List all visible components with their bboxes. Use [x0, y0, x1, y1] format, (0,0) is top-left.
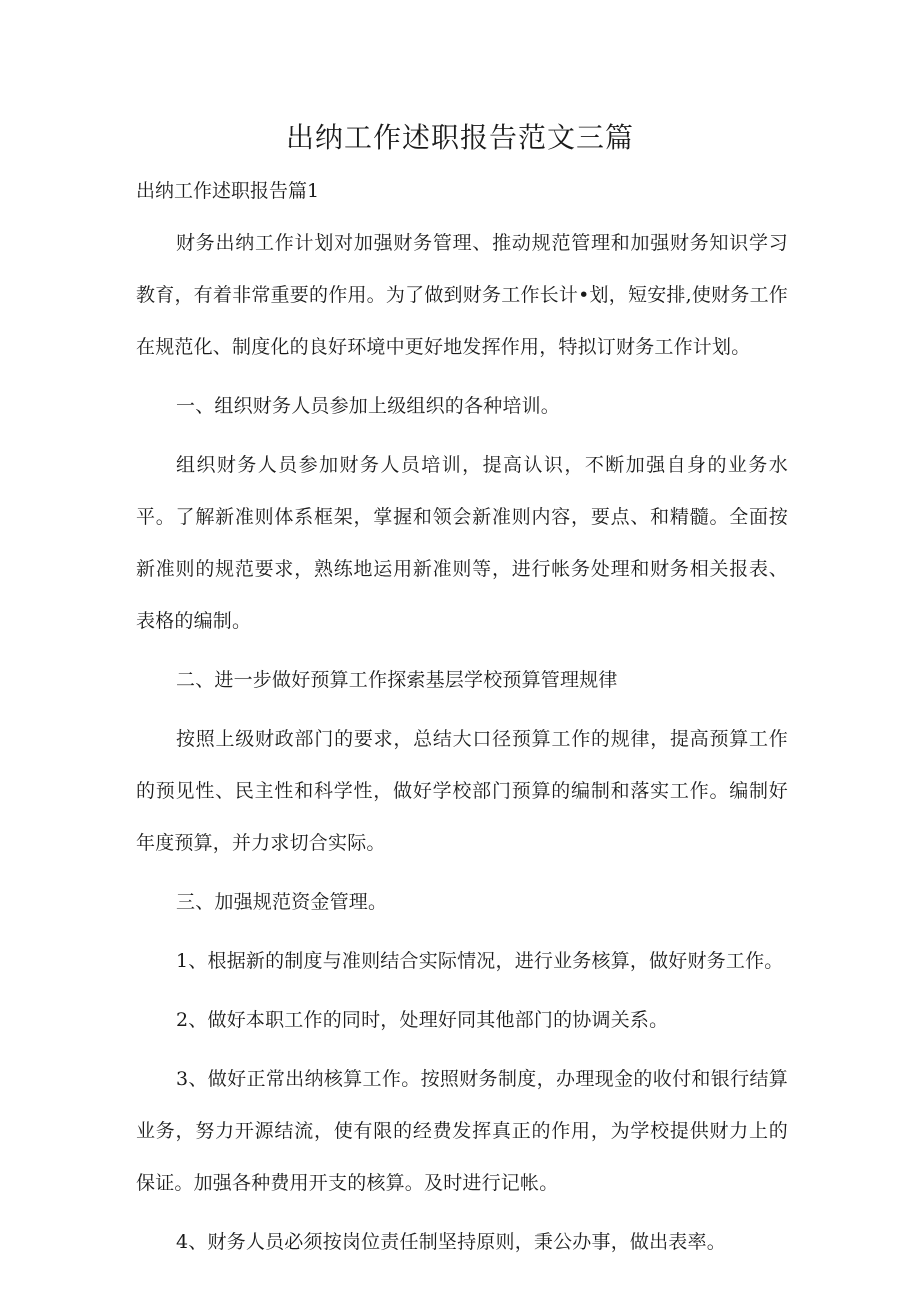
heading-item-2: 二、进一步做好预算工作探索基层学校预算管理规律: [176, 669, 618, 691]
paragraph-training: 组织财务人员参加财务人员培训，提高认识，不断加强自身的业务水平。了解新准则体系框架，掌握和领会新准则内容，要点、和精髓。全面按新准则的规范要求，熟练地运用新准则等，进行帐务处理和财务相关报表、表格的编制。: [136, 454, 788, 632]
paragraph-budget: 按照上级财政部门的要求，总结大口径预算工作的规律，提高预算工作的预见性、民主性和科学性，做好学校部门预算的编制和落实工作。编制好年度预算，并力求切合实际。: [136, 728, 788, 854]
heading-item-3: 三、加强规范资金管理。: [176, 891, 388, 913]
list-item-2: 2、做好本职工作的同时，处理好同其他部门的协调关系。: [176, 1009, 669, 1031]
list-item-1: 1、根据新的制度与准则结合实际情况，进行业务核算，做好财务工作。: [176, 950, 784, 972]
section-heading: 出纳工作述职报告篇1: [136, 180, 320, 202]
paragraph-intro: 财务出纳工作计划对加强财务管理、推动规范管理和加强财务知识学习教育，有着非常重要的作用。为了做到财务工作长计•划，短安排,使财务工作在规范化、制度化的良好环境中更好地发挥作用，特拟订财务工作计划。: [136, 232, 788, 358]
list-item-4: 4、财务人员必须按岗位责任制坚持原则，秉公办事，做出表率。: [176, 1231, 726, 1253]
document-body: [136, 217, 788, 1275]
document-title: 出纳工作述职报告范文三篇: [285, 121, 634, 154]
heading-item-1: 一、组织财务人员参加上级组织的各种培训。: [176, 395, 561, 417]
list-item-3: 3、做好正常出纳核算工作。按照财务制度，办理现金的收付和银行结算业务，努力开源结流，使有限的经费发挥真正的作用，为学校提供财力上的保证。加强各种费用开支的核算。及时进行记帐。: [136, 1068, 788, 1194]
